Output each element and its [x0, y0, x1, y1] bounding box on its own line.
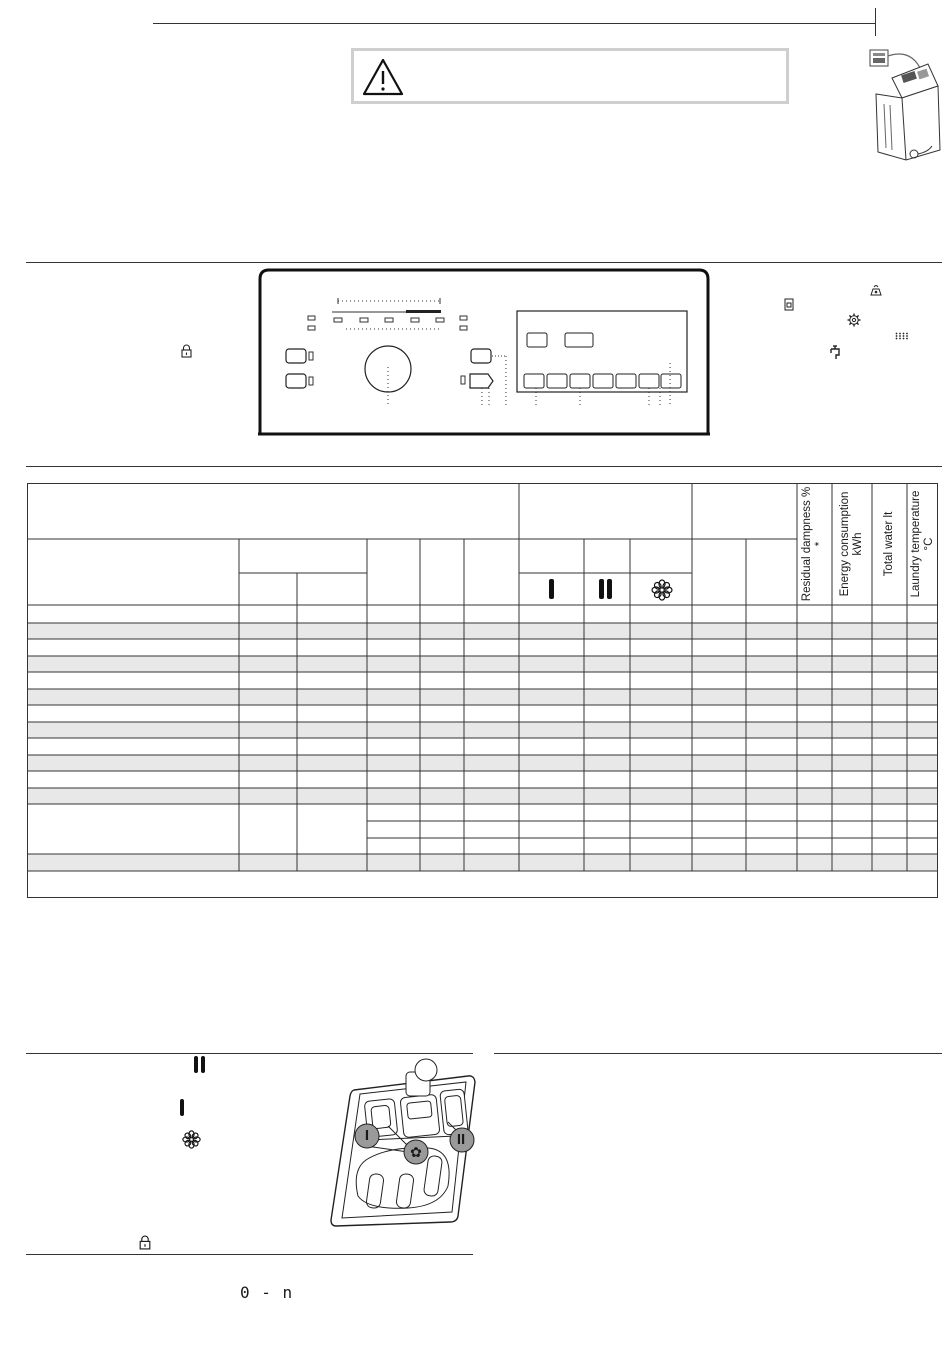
- display-readout: 0 - n: [240, 1283, 294, 1302]
- softener-legend-icon: [182, 1130, 201, 1149]
- table-row-stripe: [28, 656, 938, 672]
- warning-box: [351, 48, 789, 104]
- energy-consumption-header: Energy consumption kWh: [838, 491, 864, 597]
- control-panel-diagram: [256, 267, 712, 439]
- water-tap-icon: [829, 345, 843, 361]
- lock-icon: [139, 1235, 151, 1250]
- section-rule-3-left: [26, 1053, 473, 1054]
- mainwash-compartment-icon: [549, 579, 554, 599]
- section-rule-3-right: [494, 1053, 942, 1054]
- top-rule: [153, 23, 876, 24]
- mainwash-legend-icon: [180, 1099, 184, 1116]
- drawer-label-mainwash: I: [364, 1127, 370, 1144]
- door-lock-icon: [784, 298, 794, 311]
- warning-triangle-icon: [362, 58, 404, 96]
- prewash-compartment-icon: [599, 579, 612, 599]
- table-row-stripe: [28, 854, 938, 871]
- energy-consumption-header-cell: [832, 483, 871, 605]
- total-water-header-cell: [872, 483, 906, 605]
- top-rule-end: [875, 8, 876, 36]
- drawer-label-prewash: II: [456, 1131, 466, 1148]
- gear-icon: [847, 313, 861, 327]
- laundry-temperature-header-cell: [907, 483, 938, 605]
- programme-table: [27, 483, 938, 898]
- prewash-legend-icon: [194, 1056, 206, 1073]
- softener-flower-icon: [651, 579, 673, 601]
- laundry-temperature-header: Laundry temperature °C: [909, 490, 935, 598]
- drawer-label-softener: ✿: [410, 1144, 422, 1160]
- top-loader-machine-icon: [862, 42, 944, 164]
- table-row-stripe: [28, 623, 938, 639]
- residual-dampness-header: Residual dampness % *: [801, 486, 826, 602]
- table-row-stripe: [28, 689, 938, 705]
- section-rule-4: [26, 1254, 473, 1255]
- lock-icon: [181, 344, 192, 358]
- total-water-header: Total water lt: [882, 511, 895, 577]
- prewash-compartment-icon: [869, 283, 883, 297]
- table-row-stripe: [28, 722, 938, 738]
- section-rule-2: [26, 466, 942, 467]
- table-row-stripe: [28, 755, 938, 771]
- section-rule-1: [26, 262, 942, 263]
- table-row-stripe: [28, 788, 938, 804]
- residual-dampness-header-cell: [797, 483, 831, 605]
- dots-grid-icon: [895, 332, 909, 340]
